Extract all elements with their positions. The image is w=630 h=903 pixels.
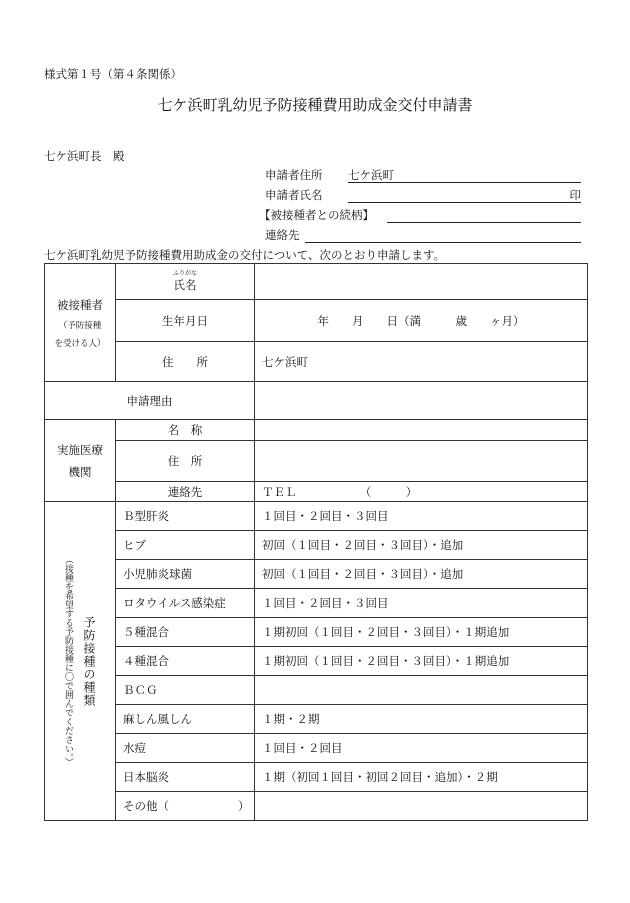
- vaccine-row: [45, 618, 588, 647]
- clinic-address-label: 住 所: [116, 441, 255, 482]
- vaccine-name[interactable]: 麻しん風しん: [116, 705, 255, 734]
- vaccine-doses[interactable]: [255, 676, 588, 705]
- recipient-name-row: [45, 264, 588, 300]
- vaccine-name[interactable]: その他（ ）: [116, 792, 255, 821]
- vaccine-name[interactable]: 小児肺炎球菌: [116, 560, 255, 589]
- clinic-group-cell: [45, 420, 116, 502]
- recipient-address-input[interactable]: [255, 342, 588, 382]
- application-table: [44, 263, 588, 821]
- clinic-contact-label: 連絡先: [116, 482, 255, 502]
- vaccine-name[interactable]: ロタウイルス感染症: [116, 589, 255, 618]
- vaccine-row: [45, 763, 588, 792]
- applicant-address-label: 申請者住所: [265, 168, 323, 182]
- applicant-name-label: 申請者氏名: [265, 188, 323, 202]
- vaccine-doses[interactable]: １回目・２回目: [255, 734, 588, 763]
- applicant-address-field[interactable]: [348, 167, 581, 183]
- recipient-name-label-cell: [116, 264, 255, 300]
- vaccine-group-note: （接種を希望する予防接種に〇で囲んでください。）: [63, 555, 73, 767]
- applicant-contact-label: 連絡先: [265, 228, 300, 242]
- vaccine-row: [45, 647, 588, 676]
- clinic-contact-row: [45, 482, 588, 502]
- vaccine-doses[interactable]: １期初回（１回目・２回目・３回目）・１期追加: [255, 647, 588, 676]
- clinic-tel: ＴＥＬ （ ）: [262, 484, 418, 499]
- relation-field[interactable]: [387, 207, 581, 223]
- vaccine-row: [45, 531, 588, 560]
- vaccine-row: [45, 589, 588, 618]
- clinic-name-row: [45, 420, 588, 441]
- recipient-group-cell: [45, 264, 116, 382]
- vaccine-row: [45, 502, 588, 531]
- applicant-contact-field[interactable]: [305, 227, 581, 243]
- reason-row: [45, 382, 588, 420]
- vaccine-doses[interactable]: １期初回（１回目・２回目・３回目）・１期追加: [255, 618, 588, 647]
- clinic-group-label-1: 実施医療: [57, 442, 103, 457]
- vaccine-doses[interactable]: １期（初回１回目・初回２回目・追加）・２期: [255, 763, 588, 792]
- vaccine-doses[interactable]: １期・２期: [255, 705, 588, 734]
- vaccine-name[interactable]: ＢＣＧ: [116, 676, 255, 705]
- vaccine-group-title: 予防接種の種類: [82, 615, 96, 707]
- furigana-label: ふりがな: [172, 270, 197, 277]
- vaccine-row: [45, 734, 588, 763]
- vaccine-row: [45, 560, 588, 589]
- relation-label: 【被接種者との続柄】: [259, 208, 374, 222]
- vaccine-name[interactable]: Ｂ型肝炎: [116, 502, 255, 531]
- seal-mark: 印: [569, 188, 581, 202]
- recipient-dob-row: [45, 300, 588, 342]
- vaccine-doses[interactable]: １回目・２回目・３回目: [255, 502, 588, 531]
- vaccine-name[interactable]: ４種混合: [116, 647, 255, 676]
- clinic-name-label: 名 称: [116, 420, 255, 441]
- vaccine-row: [45, 792, 588, 821]
- applicant-name-field[interactable]: [348, 187, 581, 203]
- clinic-name-input[interactable]: [255, 420, 588, 441]
- recipient-address-label: 住 所: [116, 342, 255, 382]
- vaccine-name[interactable]: 日本脳炎: [116, 763, 255, 792]
- recipient-address-row: [45, 342, 588, 382]
- recipient-dob-format: 年 月 日（満 歳 ヶ月）: [317, 313, 525, 328]
- recipient-name-label: 氏名: [173, 278, 197, 292]
- recipient-group-note-2: を受ける人）: [54, 338, 106, 349]
- recipient-address-value: 七ケ浜町: [262, 354, 308, 369]
- clinic-address-input[interactable]: [255, 441, 588, 482]
- recipient-dob-input[interactable]: [255, 300, 588, 342]
- vaccine-row: [45, 676, 588, 705]
- vaccine-row: [45, 705, 588, 734]
- vaccine-doses[interactable]: 初回（１回目・２回目・３回目）・追加: [255, 560, 588, 589]
- vaccine-doses[interactable]: [255, 792, 588, 821]
- recipient-group-note-1: （予防接種: [58, 320, 102, 331]
- vaccine-name[interactable]: 水痘: [116, 734, 255, 763]
- vaccine-doses[interactable]: １回目・２回目・３回目: [255, 589, 588, 618]
- recipient-dob-label: 生年月日: [116, 300, 255, 342]
- vaccine-name[interactable]: ヒブ: [116, 531, 255, 560]
- addressee: 七ケ浜町長 殿: [44, 149, 125, 163]
- vaccine-group-cell: [45, 502, 116, 821]
- vaccine-name[interactable]: ５種混合: [116, 618, 255, 647]
- vaccine-doses[interactable]: 初回（１回目・２回目・３回目）・追加: [255, 531, 588, 560]
- recipient-name-input[interactable]: [255, 264, 588, 300]
- reason-label: 申請理由: [45, 382, 255, 420]
- document-title: 七ケ浜町乳幼児予防接種費用助成金交付申請書: [157, 96, 473, 114]
- applicant-address-value: 七ケ浜町: [348, 168, 394, 182]
- clinic-tel-input[interactable]: [255, 482, 588, 502]
- recipient-group-label: 被接種者: [57, 297, 103, 312]
- reason-input[interactable]: [255, 382, 588, 420]
- clinic-group-label-2: 機関: [68, 464, 92, 479]
- intro-text: 七ケ浜町乳幼児予防接種費用助成金の交付について、次のとおり申請します。: [44, 248, 446, 262]
- clinic-address-row: [45, 441, 588, 482]
- form-number: 様式第１号（第４条関係）: [44, 67, 182, 81]
